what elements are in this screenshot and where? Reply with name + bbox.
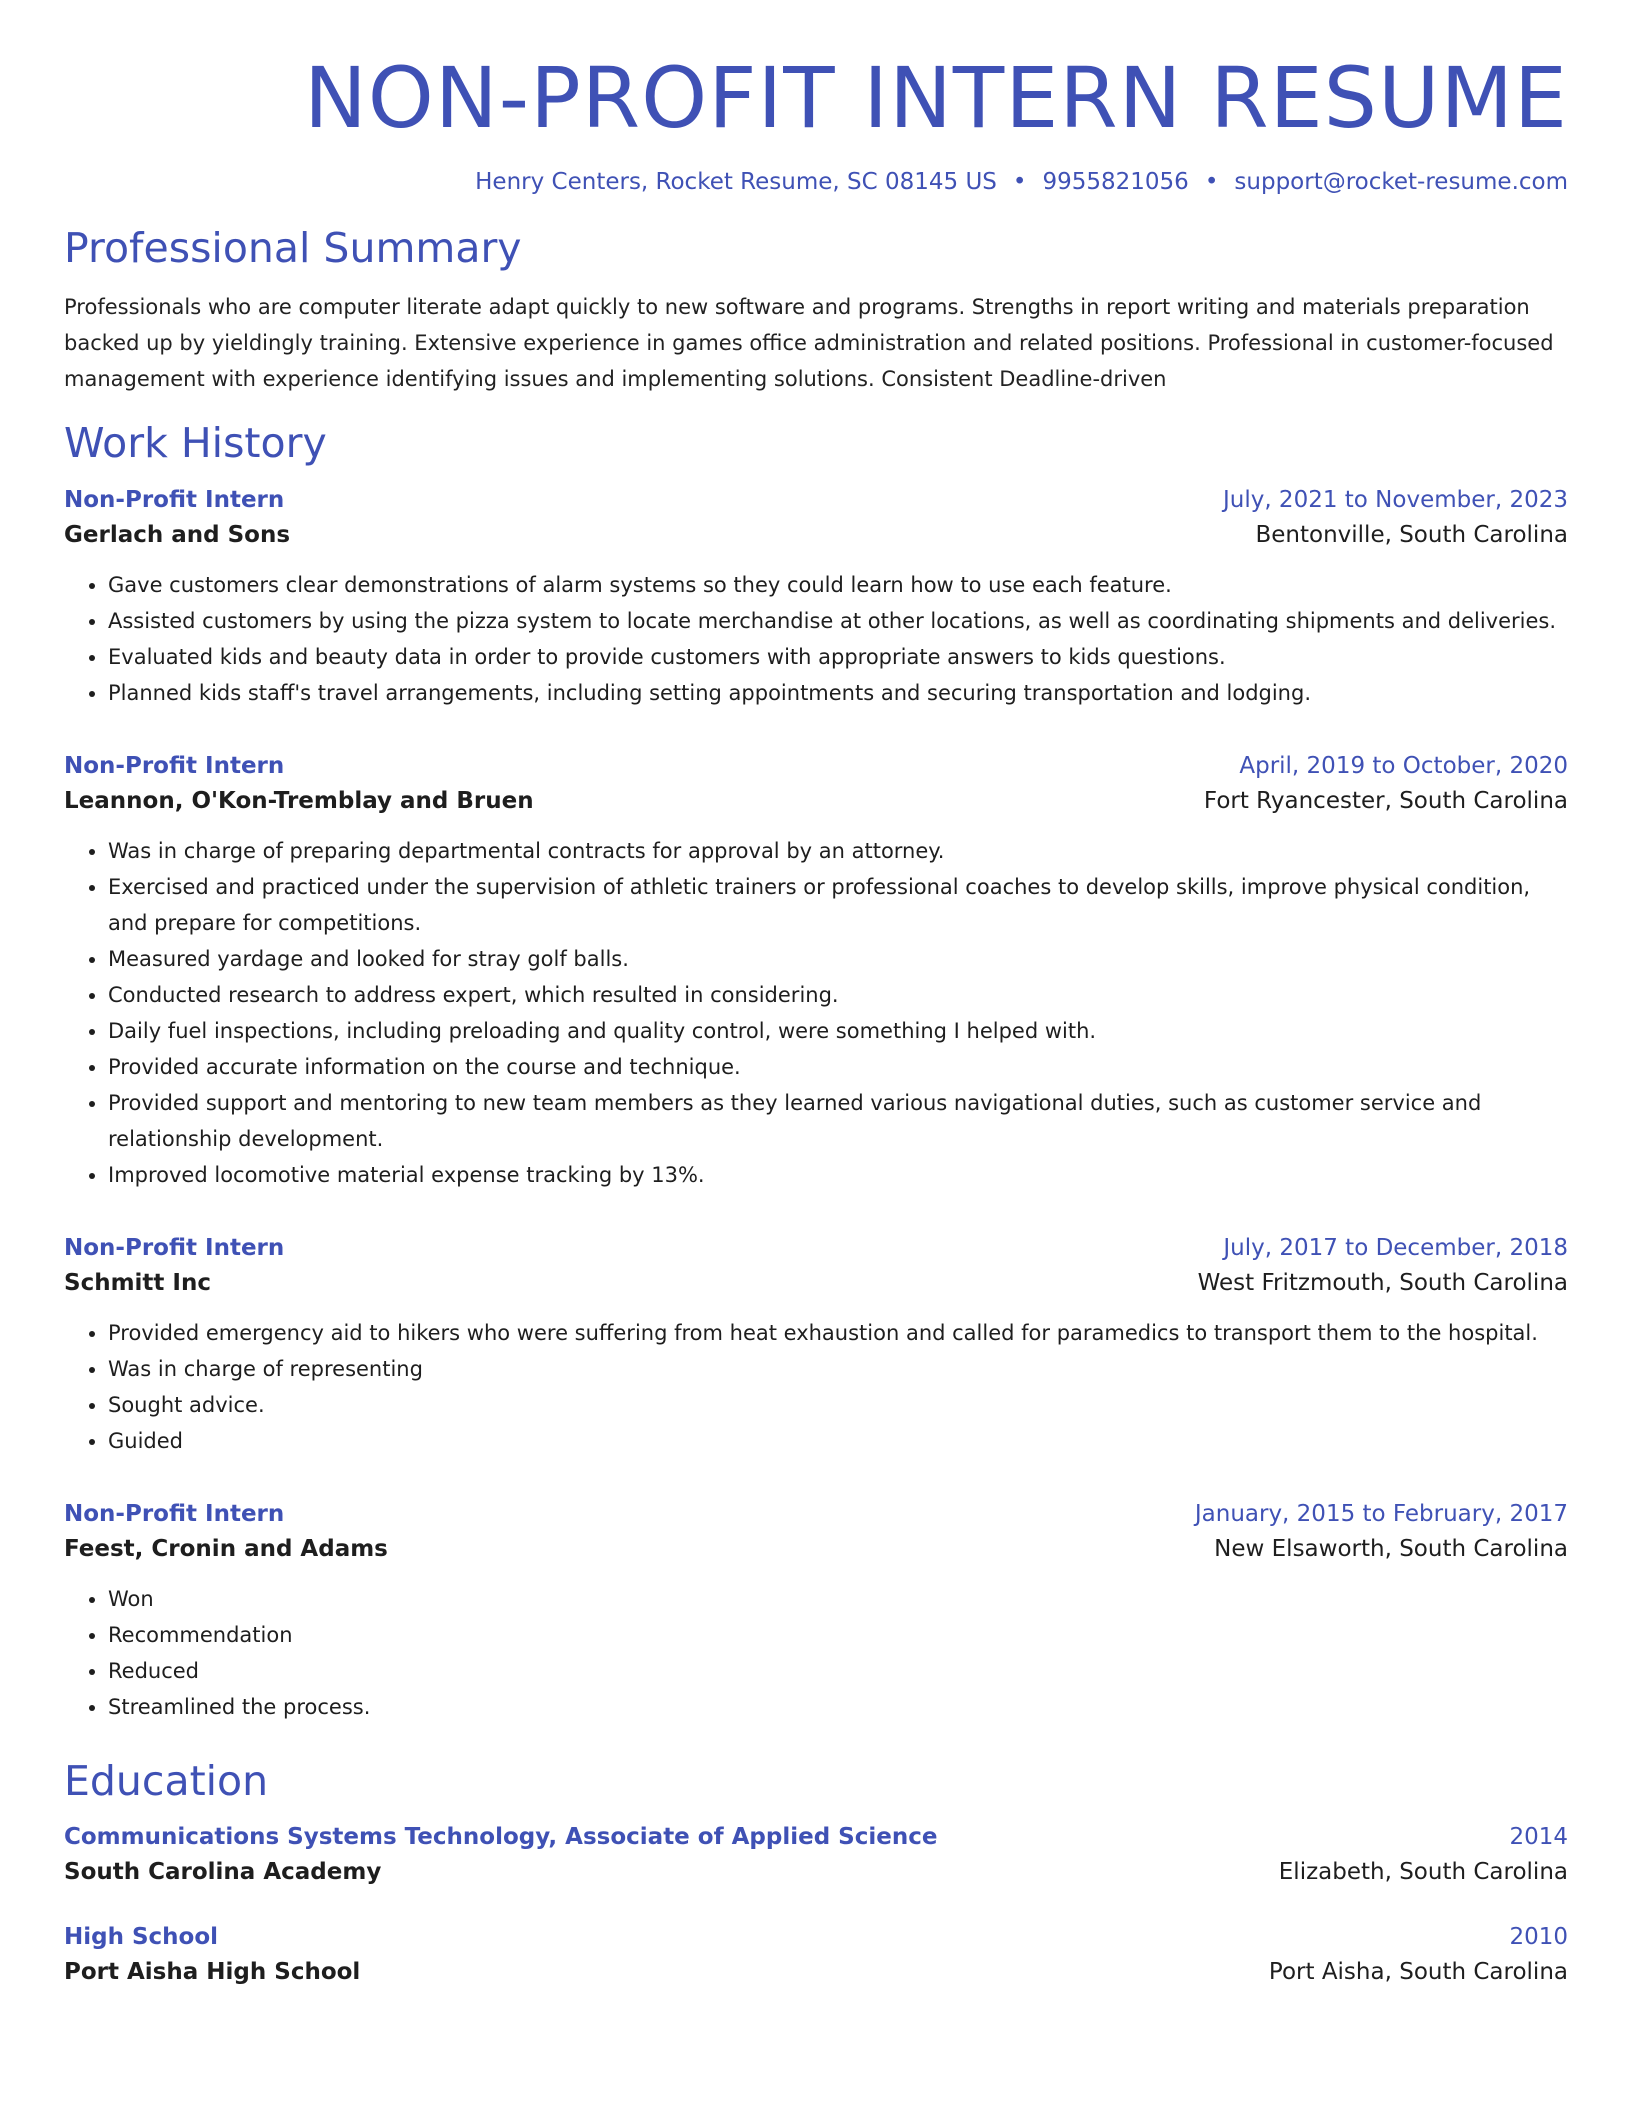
job-company-row — [64, 517, 1568, 553]
job-bullet: • Was in charge of preparing departmental contracts for approval by an attorney. — [108, 833, 1568, 869]
job-role: Non-Profit Intern — [64, 486, 285, 513]
job-bullets — [64, 1581, 1568, 1725]
job-company: Feest, Cronin and Adams — [64, 1535, 388, 1562]
job-header-row — [64, 1497, 1568, 1531]
job-entry — [64, 1231, 1568, 1459]
summary-heading: Professional Summary — [64, 224, 522, 273]
education-heading: Education — [64, 1756, 269, 1805]
education-school: South Carolina Academy — [64, 1858, 382, 1885]
job-role: Non-Profit Intern — [64, 1234, 285, 1261]
job-company-row — [64, 1265, 1568, 1301]
work-history-list — [64, 483, 1568, 1725]
job-role: Non-Profit Intern — [64, 1500, 285, 1527]
work-history-heading: Work History — [64, 419, 327, 468]
job-bullet: • Daily fuel inspections, including preloading and quality control, were something I helped with. — [108, 1013, 1568, 1049]
job-location: Bentonville, South Carolina — [1255, 521, 1568, 548]
job-entry — [64, 749, 1568, 1193]
job-location: New Elsaworth, South Carolina — [1214, 1535, 1568, 1562]
education-school: Port Aisha High School — [64, 1958, 361, 1985]
job-header-row — [64, 1231, 1568, 1265]
job-bullet: • Gave customers clear demonstrations of alarm systems so they could learn how to use each feature. — [108, 567, 1568, 603]
job-company-row — [64, 783, 1568, 819]
job-entry — [64, 483, 1568, 711]
job-bullet: • Was in charge of representing — [108, 1351, 1568, 1387]
job-bullet: • Measured yardage and looked for stray golf balls. — [108, 941, 1568, 977]
education-list — [64, 1820, 1568, 1990]
job-company: Schmitt Inc — [64, 1269, 211, 1296]
job-dates: April, 2019 to October, 2020 — [1239, 752, 1568, 779]
summary-text: Professionals who are computer literate adapt quickly to new software and programs. Strengths in report writing and materials preparation backed up by yieldingly training. Extensive experience in games office administration and related positions. Professional in customer-focused management with experience identifying issues and implementing solutions. Consistent Deadline-driven — [64, 295, 1554, 392]
education-school-row — [64, 1854, 1568, 1890]
education-entry — [64, 1820, 1568, 1890]
resume-title: NON-PROFIT INTERN RESUME — [303, 49, 1568, 147]
job-bullet: • Guided — [108, 1423, 1568, 1459]
job-bullet: • Exercised and practiced under the supervision of athletic trainers or professional coaches to develop skills, improve physical condition, and prepare for competitions. — [108, 869, 1568, 941]
job-dates: January, 2015 to February, 2017 — [1194, 1500, 1568, 1527]
job-location: Fort Ryancester, South Carolina — [1203, 787, 1568, 814]
job-bullet: • Improved locomotive material expense tracking by 13%. — [108, 1157, 1568, 1193]
job-bullet: • Planned kids staff's travel arrangements, including setting appointments and securing transportation and lodging. — [108, 675, 1568, 711]
job-location: West Fritzmouth, South Carolina — [1197, 1269, 1568, 1296]
job-bullets — [64, 1315, 1568, 1459]
education-year: 2014 — [1509, 1823, 1568, 1850]
job-bullet: • Assisted customers by using the pizza system to locate merchandise at other locations, as well as coordinating shipments and deliveries. — [108, 603, 1568, 639]
job-dates: July, 2017 to December, 2018 — [1223, 1234, 1568, 1261]
contact-phone[interactable]: 9955821056 — [1042, 169, 1189, 196]
job-bullet: • Sought advice. — [108, 1387, 1568, 1423]
contact-line — [64, 168, 1568, 198]
job-bullet: • Won — [108, 1581, 1568, 1617]
job-bullet: • Evaluated kids and beauty data in order to provide customers with appropriate answers to kids questions. — [108, 639, 1568, 675]
job-header-row — [64, 483, 1568, 517]
contact-email[interactable]: support@rocket-resume.com — [1234, 169, 1568, 196]
education-header-row — [64, 1920, 1568, 1954]
education-location: Elizabeth, South Carolina — [1278, 1858, 1568, 1885]
education-header-row — [64, 1820, 1568, 1854]
job-bullets — [64, 833, 1568, 1193]
job-bullet: • Recommendation — [108, 1617, 1568, 1653]
education-location: Port Aisha, South Carolina — [1268, 1958, 1568, 1985]
education-degree: Communications Systems Technology, Associate of Applied Science — [64, 1823, 938, 1850]
education-degree: High School — [64, 1923, 219, 1950]
job-bullet: • Provided accurate information on the course and technique. — [108, 1049, 1568, 1085]
job-bullet: • Provided support and mentoring to new team members as they learned various navigational duties, such as customer service and relationship development. — [108, 1085, 1568, 1157]
job-company: Leannon, O'Kon-Tremblay and Bruen — [64, 787, 534, 814]
job-entry — [64, 1497, 1568, 1725]
job-bullet: • Streamlined the process. — [108, 1689, 1568, 1725]
job-dates: July, 2021 to November, 2023 — [1222, 486, 1568, 513]
education-school-row — [64, 1954, 1568, 1990]
job-bullet: • Provided emergency aid to hikers who were suffering from heat exhaustion and called for paramedics to transport them to the hospital. — [108, 1315, 1568, 1351]
job-role: Non-Profit Intern — [64, 752, 285, 779]
education-entry — [64, 1920, 1568, 1990]
contact-address: Henry Centers, Rocket Resume, SC 08145 US — [475, 169, 997, 196]
job-company: Gerlach and Sons — [64, 521, 291, 548]
education-year: 2010 — [1509, 1923, 1568, 1950]
job-header-row — [64, 749, 1568, 783]
job-bullets — [64, 567, 1568, 711]
job-bullet: • Reduced — [108, 1653, 1568, 1689]
contact-separator: • — [1012, 169, 1027, 196]
contact-separator: • — [1204, 169, 1219, 196]
job-bullet: • Conducted research to address expert, which resulted in considering. — [108, 977, 1568, 1013]
job-company-row — [64, 1531, 1568, 1567]
